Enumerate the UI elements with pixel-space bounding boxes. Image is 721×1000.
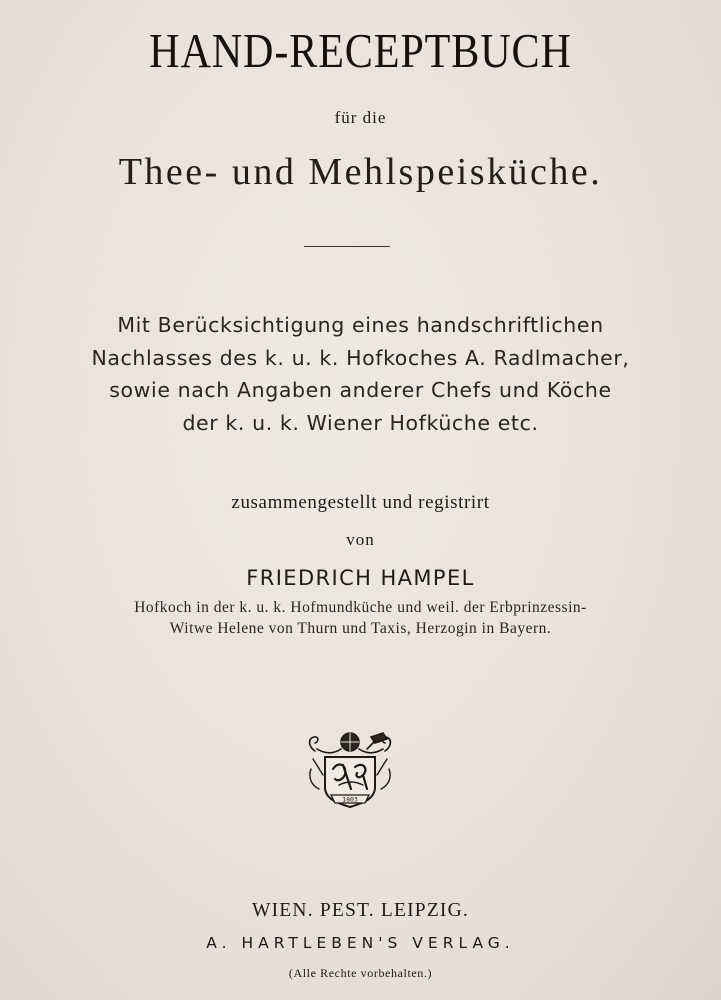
description-line: Mit Berücksichtigung eines handschriftlichen [117, 313, 604, 337]
by-line: von [346, 530, 375, 549]
compiled-note: zusammengestellt und registrirt [231, 492, 490, 513]
author-role [0, 597, 721, 639]
description [0, 309, 721, 439]
book-title: HAND-RECEPTBUCH [149, 23, 572, 78]
emblem-year: 1803 [342, 795, 358, 804]
publisher-name: A. HARTLEBEN'S VERLAG. [206, 934, 515, 952]
description-line: der k. u. k. Wiener Hofküche etc. [182, 410, 539, 435]
rights-notice: (Alle Rechte vorbehalten.) [288, 966, 433, 980]
author-role-line: Witwe Helene von Thurn und Taxis, Herzogin in Bayern. [169, 620, 552, 637]
book-subtitle: Thee- und Mehlspeisküche. [118, 151, 603, 193]
divider-rule [304, 246, 390, 247]
title-connector: für die [334, 108, 387, 127]
publisher-emblem-icon [305, 729, 395, 812]
description-line: sowie nach Angaben anderer Chefs und Köche [109, 378, 612, 402]
author-name: FRIEDRICH HAMPEL [246, 566, 475, 590]
publication-place: WIEN. PEST. LEIPZIG. [252, 900, 469, 921]
description-line: Nachlasses des k. u. k. Hofkoches A. Radlmacher, [91, 345, 630, 370]
author-role-line: Hofkoch in der k. u. k. Hofmundküche und weil. der Erbprinzessin- [134, 599, 587, 616]
